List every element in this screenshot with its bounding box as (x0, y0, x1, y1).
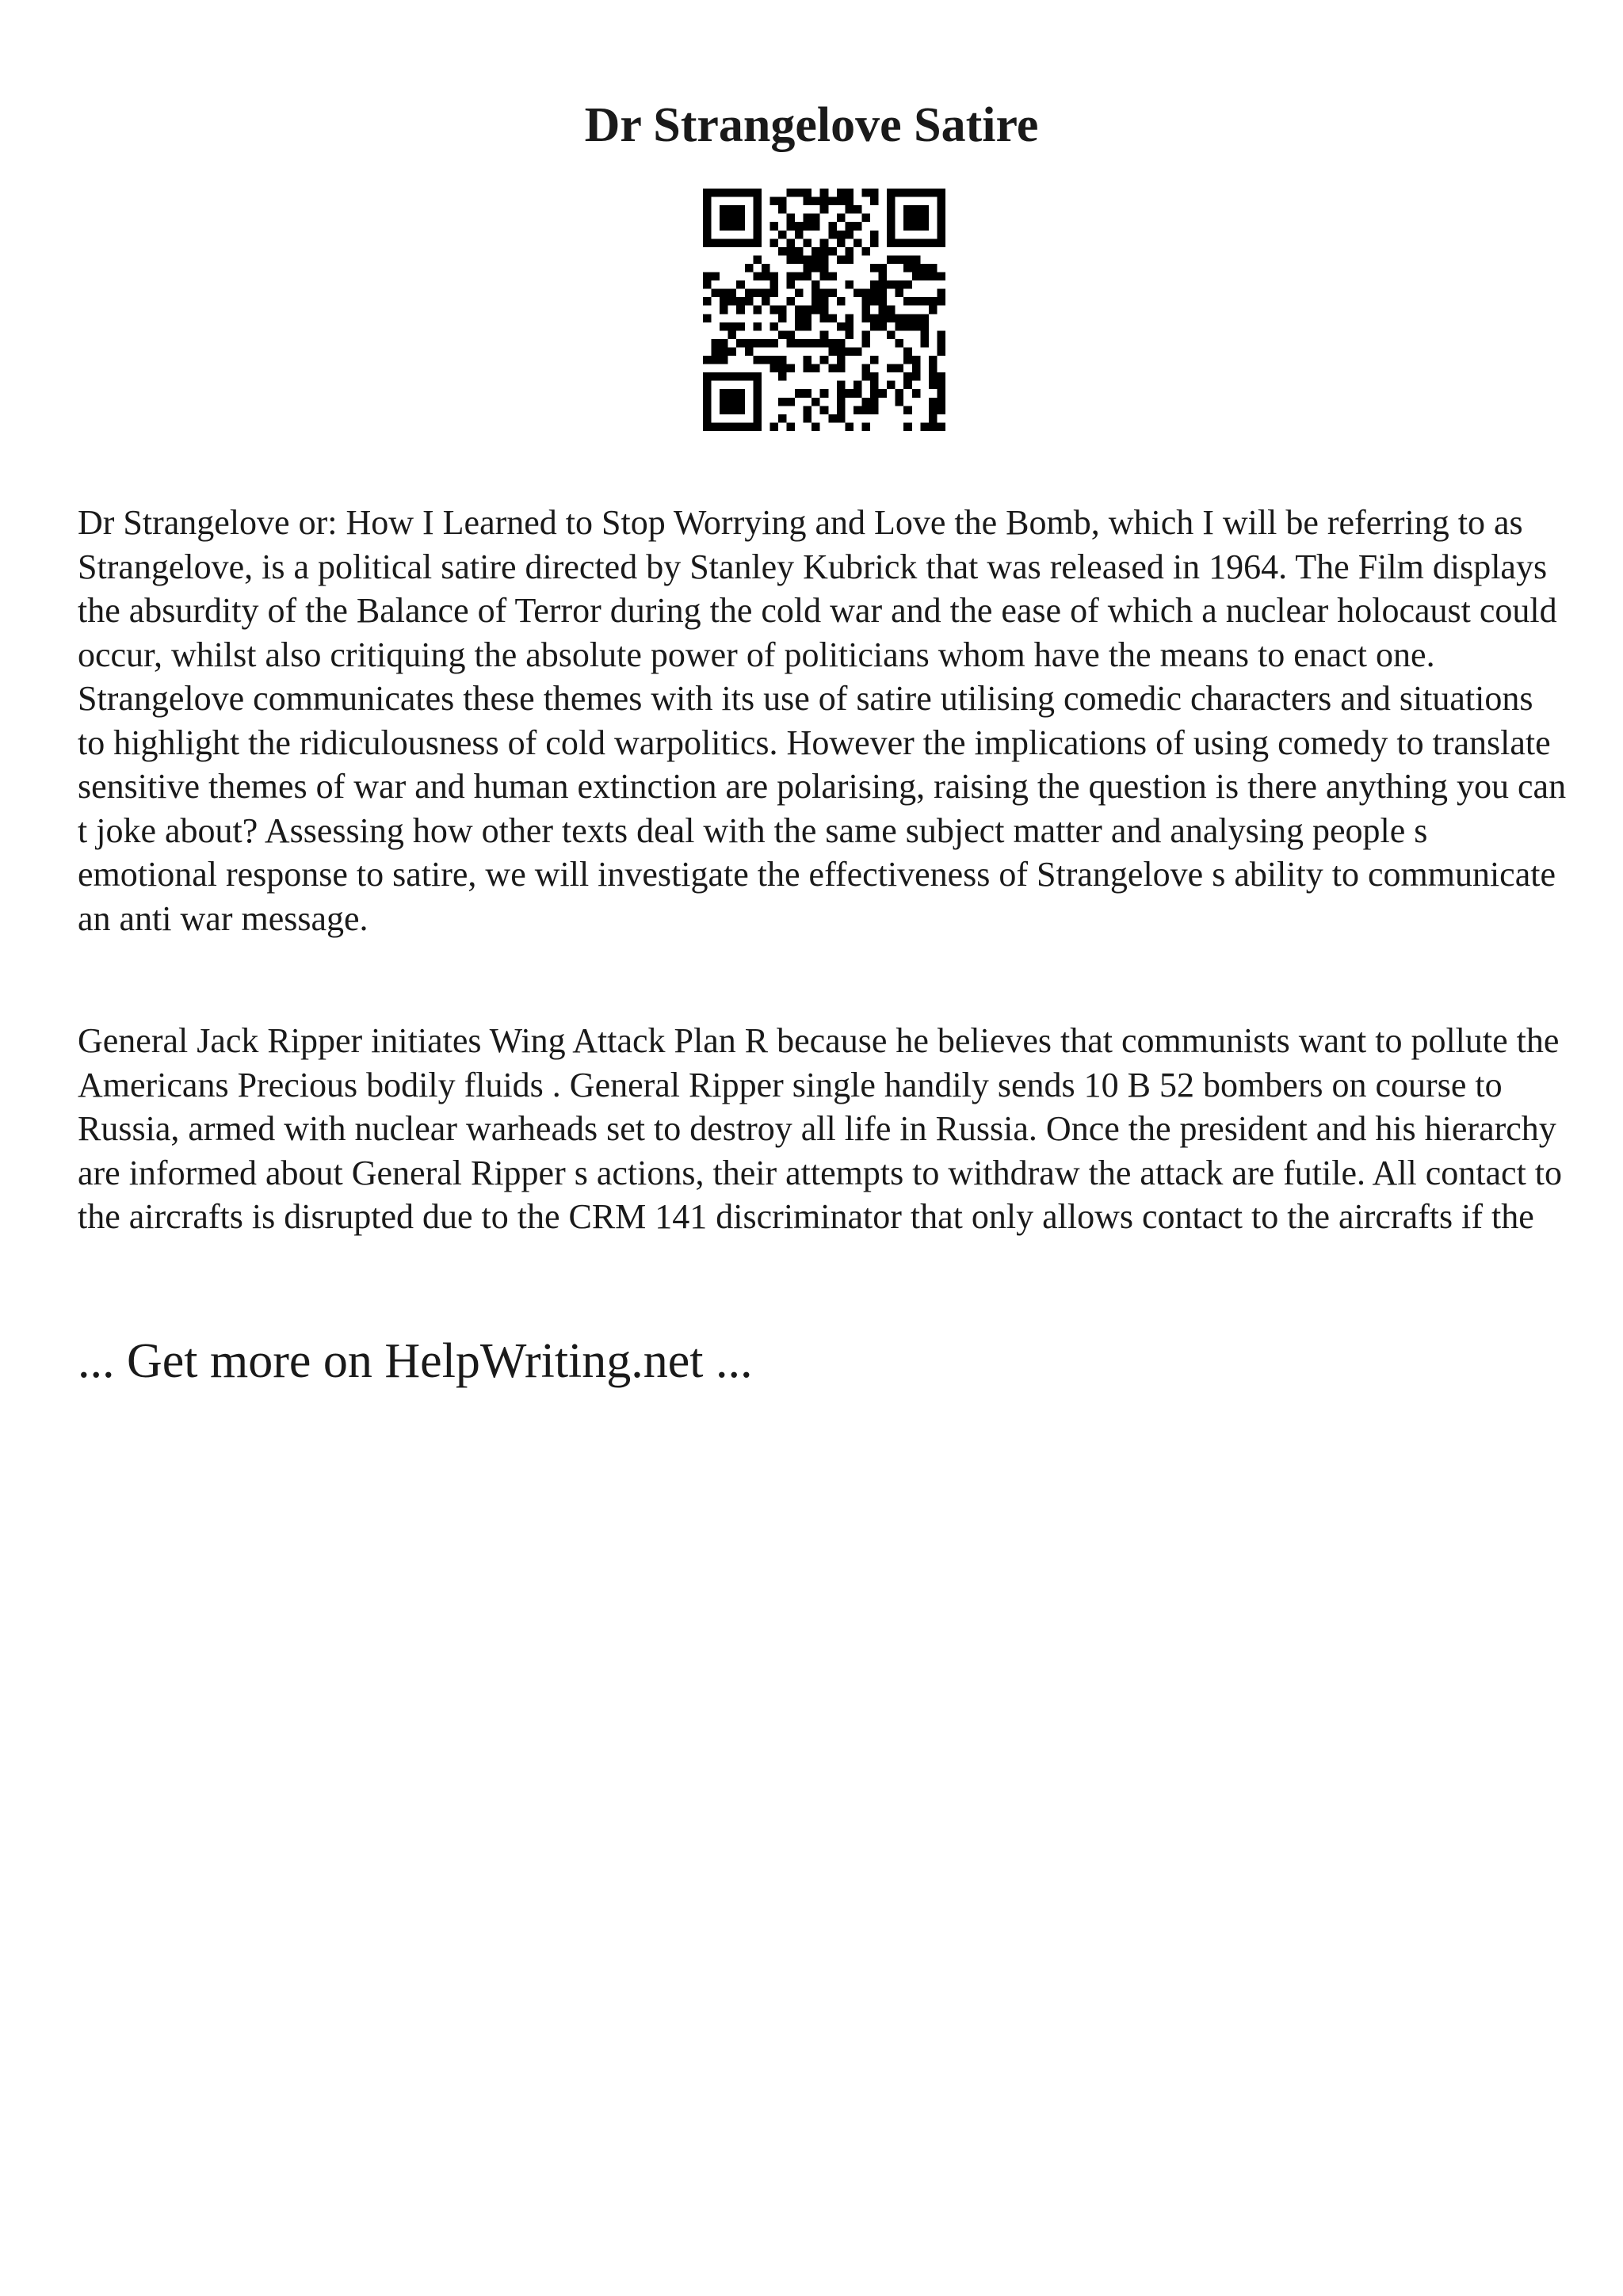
document-title: Dr Strangelove Satire (584, 98, 1039, 152)
paragraph-intro: Dr Strangelove or: How I Learned to Stop Worrying and Love the Bomb, which I will be referring to as Strangelove, is a political satire directed by Stanley Kubrick that was released in 1964. The Film displays the absurdity of the Balance of Terror during the cold war and the ease of which a nuclear holocaust could occur, whilst also critiquing the absolute power of politicians whom have the means to enact one. Strangelove communicates these themes with its use of satire utilising comedic characters and situations to highlight the ridiculousness of cold warpolitics. However the implications of using comedy to translate sensitive themes of war and human extinction are polarising, raising the question is there anything you can t joke about? Assessing how other texts deal with the same subject matter and analysing people s emotional response to satire, we will investigate the effectiveness of Strangelove s ability to communicate an anti war message. (78, 503, 1567, 938)
more-link[interactable]: ... Get more on HelpWriting.net ... (78, 1334, 753, 1388)
paragraph-plot: General Jack Ripper initiates Wing Attack Plan R because he believes that communists want to pollute the Americans Precious bodily fluids . General Ripper single handily sends 10 B 52 bombers on course to Russia, armed with nuclear warheads set to destroy all life in Russia. Once the president and his hierarchy are informed about General Ripper s actions, their attempts to withdraw the attack are futile. All contact to the aircrafts is disrupted due to the CRM 141 discriminator that only allows contact to the aircrafts if the (78, 1021, 1563, 1236)
qr-code (703, 189, 945, 431)
